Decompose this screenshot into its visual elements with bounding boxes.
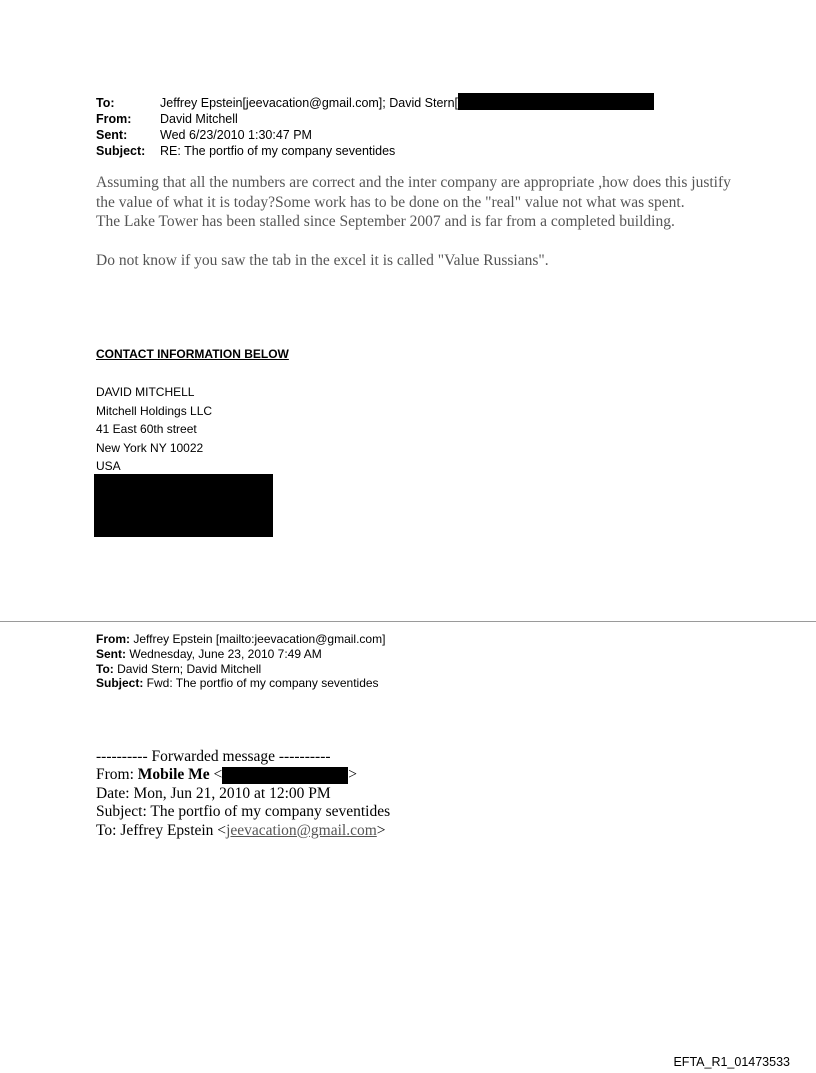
forwarded-date: Date: Mon, Jun 21, 2010 at 12:00 PM (96, 784, 331, 802)
forwarded-to-row (96, 822, 390, 840)
forwarded-from-prefix: From: (96, 766, 138, 784)
subject-label: Subject: (96, 144, 146, 158)
body-paragraph: Do not know if you saw the tab in the excel it is called "Value Russians". (96, 252, 549, 270)
divider (0, 621, 816, 622)
forward-header (96, 632, 385, 691)
fwd-from-value: Jeffrey Epstein [mailto:jeevacation@gmail.com] (133, 632, 386, 646)
forwarded-from-row (96, 766, 390, 784)
fwd-sent-label: Sent: (96, 646, 130, 661)
to-value: Jeffrey Epstein[jeevacation@gmail.com]; David Stern[ (160, 96, 459, 110)
contact-city: New York NY 10022 (96, 440, 204, 455)
fwd-from-row (96, 632, 385, 647)
contact-block (96, 383, 212, 476)
contact-company: Mitchell Holdings LLC (96, 403, 213, 418)
from-value: David Mitchell (160, 112, 238, 126)
email-body (96, 173, 736, 271)
email-link[interactable]: jeevacation@gmail.com (226, 821, 377, 839)
forwarded-from-name: Mobile Me (137, 766, 210, 784)
body-paragraph: Assuming that all the numbers are correct and the inter company are appropriate ,how does this justify the value of what it is today?Some work has to be done on the "real" value not what was spent. (96, 174, 731, 211)
contact-title: CONTACT INFORMATION BELOW (96, 347, 289, 361)
forwarded-from-close: > (348, 766, 358, 784)
fwd-subject-row (96, 676, 385, 691)
email-header (96, 95, 654, 159)
to-row (96, 95, 654, 111)
body-paragraph: The Lake Tower has been stalled since September 2007 and is far from a completed building. (96, 213, 675, 231)
fwd-to-row (96, 662, 385, 677)
subject-row (96, 143, 654, 159)
fwd-from-label: From: (96, 632, 134, 646)
to-label: To: (96, 96, 115, 110)
from-row (96, 111, 654, 127)
subject-value: RE: The portfio of my company seventides (160, 144, 396, 158)
document-id: EFTA_R1_01473533 (673, 1055, 790, 1069)
contact-name: DAVID MITCHELL (96, 385, 195, 399)
forwarded-message (96, 748, 390, 840)
fwd-to-label: To: (96, 661, 118, 676)
redaction-bar (222, 767, 348, 784)
fwd-to-value: David Stern; David Mitchell (117, 661, 262, 676)
redaction-bar (458, 93, 654, 110)
redaction-bar (94, 474, 273, 537)
sent-label: Sent: (96, 128, 128, 142)
forwarded-divider-line: ---------- Forwarded message ---------- (96, 748, 331, 765)
contact-country: USA (96, 459, 121, 473)
fwd-subject-label: Subject: (96, 676, 147, 691)
forwarded-to-prefix: To: Jeffrey Epstein < (96, 821, 227, 839)
fwd-sent-value: Wednesday, June 23, 2010 7:49 AM (129, 646, 322, 661)
forwarded-from-open: < (209, 766, 223, 784)
from-label: From: (96, 112, 132, 126)
sent-value: Wed 6/23/2010 1:30:47 PM (160, 128, 312, 142)
fwd-subject-value: Fwd: The portfio of my company seventides (146, 676, 379, 691)
fwd-sent-row (96, 647, 385, 662)
sent-row (96, 127, 654, 143)
contact-street: 41 East 60th street (96, 422, 197, 436)
forwarded-subject: Subject: The portfio of my company seventides (96, 803, 391, 821)
forwarded-to-close: > (376, 821, 386, 839)
